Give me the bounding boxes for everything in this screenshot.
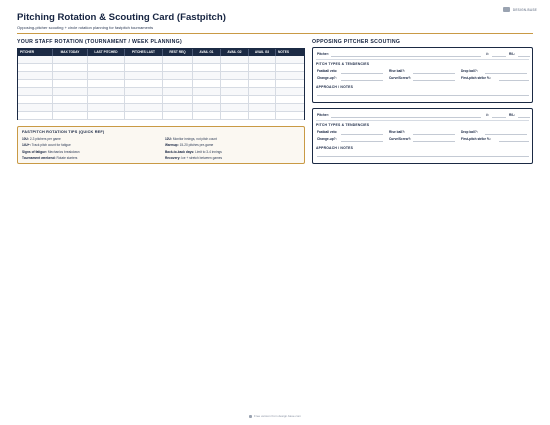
table-cell[interactable] [53, 88, 88, 95]
tip-text: Track pitch count for fatigue [31, 143, 71, 148]
table-cell[interactable] [221, 88, 249, 95]
tip-label: Recovery: [165, 155, 181, 160]
table-cell[interactable] [163, 64, 193, 71]
field-input[interactable] [341, 73, 383, 74]
col-rest-req: REST REQ [163, 49, 193, 56]
tip-item [165, 143, 213, 147]
col-pitcher: PITCHER [18, 49, 53, 56]
col-avail-g1: AVAIL G1 [193, 49, 221, 56]
field-label: Drop ball?: [461, 69, 478, 73]
tip-label: 14U+: [22, 143, 31, 148]
tip-label: Warmup: [165, 143, 179, 148]
table-cell[interactable] [163, 88, 193, 95]
pitcher-name-field[interactable] [331, 117, 481, 118]
pitcher-label: Pitcher: [317, 52, 329, 56]
table-cell[interactable] [221, 112, 249, 119]
pitcher-name-field[interactable] [331, 56, 481, 57]
table-cell[interactable] [193, 56, 221, 63]
table-cell[interactable] [193, 80, 221, 87]
approach-notes-heading: APPROACH / NOTES [316, 146, 354, 150]
tips-title: FASTPITCH ROTATION TIPS (QUICK REF) [22, 130, 105, 134]
pitch-types-heading: PITCH TYPES & TENDENCIES [316, 123, 370, 127]
tip-label: 10U: [22, 137, 29, 141]
staff-rotation-table [17, 48, 305, 120]
table-cell[interactable] [163, 112, 193, 119]
brand-logo [503, 7, 537, 12]
tip-text: 15-20 pitches pre-game [179, 143, 214, 148]
header-divider [17, 33, 533, 34]
table-cell[interactable] [88, 96, 125, 103]
number-label: #: [486, 113, 489, 117]
table-cell[interactable] [221, 72, 249, 79]
table-cell[interactable] [276, 88, 304, 95]
staff-section-heading: YOUR STAFF ROTATION (TOURNAMENT / WEEK PLANNING) [17, 39, 183, 45]
table-cell[interactable] [53, 72, 88, 79]
table-cell[interactable] [276, 80, 304, 87]
field-input[interactable] [499, 80, 529, 81]
table-cell[interactable] [88, 56, 125, 63]
tip-text: Limit to 3-4 innings [195, 149, 222, 154]
tip-text: Rotate starters [56, 155, 78, 160]
table-cell[interactable] [163, 80, 193, 87]
table-cell[interactable] [249, 88, 276, 95]
table-cell[interactable] [88, 88, 125, 95]
table-cell[interactable] [249, 80, 276, 87]
table-header-row [18, 49, 304, 56]
field-label: Rise ball?: [389, 69, 406, 73]
number-field[interactable] [492, 117, 506, 118]
page-title: Pitching Rotation & Scouting Card (Fastpitch) [17, 12, 226, 23]
table-cell[interactable] [221, 104, 249, 111]
tip-item [22, 150, 80, 154]
field-label: Curve/Screw?: [389, 137, 412, 141]
col-max-today: MAX TODAY [53, 49, 88, 56]
tip-text: 2-3 pitchers per game [29, 137, 61, 141]
number-field[interactable] [492, 56, 506, 57]
table-row [18, 96, 304, 104]
table-row [18, 64, 304, 72]
table-row [18, 104, 304, 112]
table-cell[interactable] [53, 56, 88, 63]
opponent-section-heading: OPPOSING PITCHER SCOUTING [312, 39, 401, 45]
table-cell[interactable] [193, 104, 221, 111]
table-cell[interactable] [193, 112, 221, 119]
hand-label: R/L: [509, 113, 516, 117]
table-cell[interactable] [249, 64, 276, 71]
field-label: Change-up?: [317, 137, 337, 141]
table-cell[interactable] [163, 104, 193, 111]
col-notes: NOTES [278, 50, 289, 54]
table-cell[interactable] [125, 96, 163, 103]
table-cell[interactable] [163, 96, 193, 103]
table-cell[interactable] [18, 72, 53, 79]
field-input[interactable] [485, 134, 527, 135]
brand-icon [503, 7, 510, 12]
field-label: Curve/Screw?: [389, 76, 412, 80]
tip-label: Signs of fatigue: [22, 149, 47, 154]
table-cell[interactable] [125, 104, 163, 111]
field-label: First-pitch strike %: [461, 137, 491, 141]
table-cell[interactable] [125, 88, 163, 95]
field-label: Change-up?: [317, 76, 337, 80]
table-cell[interactable] [276, 56, 304, 63]
table-cell[interactable] [276, 96, 304, 103]
table-cell[interactable] [18, 96, 53, 103]
table-cell[interactable] [249, 104, 276, 111]
table-cell[interactable] [18, 80, 53, 87]
table-cell[interactable] [53, 80, 88, 87]
tip-item [22, 137, 61, 141]
table-cell[interactable] [276, 104, 304, 111]
scouting-card [312, 47, 533, 103]
footer-logo-icon [249, 415, 252, 418]
table-cell[interactable] [163, 56, 193, 63]
card-divider [316, 120, 529, 121]
tip-item [165, 137, 217, 141]
tip-label: Tournament weekend: [22, 155, 56, 160]
table-cell[interactable] [88, 64, 125, 71]
table-cell[interactable] [276, 112, 304, 119]
field-label: Drop ball?: [461, 130, 478, 134]
field-input[interactable] [499, 141, 529, 142]
hand-field[interactable] [518, 117, 530, 118]
field-input[interactable] [341, 134, 383, 135]
field-label: First-pitch strike %: [461, 76, 491, 80]
hand-label: R/L: [509, 52, 516, 56]
pitch-types-heading: PITCH TYPES & TENDENCIES [316, 62, 370, 66]
field-input[interactable] [341, 80, 383, 81]
scouting-card [312, 108, 533, 164]
table-cell[interactable] [249, 96, 276, 103]
table-cell[interactable] [88, 72, 125, 79]
field-input[interactable] [413, 73, 455, 74]
table-cell[interactable] [193, 96, 221, 103]
table-cell[interactable] [88, 112, 125, 119]
table-cell[interactable] [53, 96, 88, 103]
table-row [18, 88, 304, 96]
hand-field[interactable] [518, 56, 530, 57]
field-input[interactable] [485, 73, 527, 74]
table-cell[interactable] [18, 56, 53, 63]
table-cell[interactable] [249, 72, 276, 79]
card-divider [316, 59, 529, 60]
number-label: #: [486, 52, 489, 56]
table-cell[interactable] [276, 64, 304, 71]
table-cell[interactable] [193, 72, 221, 79]
table-cell[interactable] [221, 64, 249, 71]
table-cell[interactable] [221, 56, 249, 63]
tip-label: 12U: [165, 137, 172, 141]
table-cell[interactable] [53, 104, 88, 111]
table-cell[interactable] [163, 72, 193, 79]
table-cell[interactable] [193, 64, 221, 71]
footer-text: Free version from design.base.com [253, 414, 302, 418]
table-cell[interactable] [249, 112, 276, 119]
tip-item [165, 156, 222, 160]
table-row [18, 80, 304, 88]
table-cell[interactable] [249, 56, 276, 63]
table-cell[interactable] [88, 80, 125, 87]
table-cell[interactable] [193, 88, 221, 95]
rotation-tips-box [17, 126, 305, 164]
table-cell[interactable] [18, 88, 53, 95]
footer [0, 414, 550, 418]
pitcher-label: Pitcher: [317, 113, 329, 117]
field-input[interactable] [413, 141, 455, 142]
field-input[interactable] [341, 141, 383, 142]
table-cell[interactable] [221, 80, 249, 87]
notes-field[interactable] [317, 95, 529, 96]
table-row [18, 72, 304, 80]
table-cell[interactable] [18, 104, 53, 111]
table-cell[interactable] [125, 72, 163, 79]
table-cell[interactable] [276, 72, 304, 79]
tip-item [165, 150, 222, 154]
col-last-pitched: LAST PITCHED [88, 49, 125, 56]
table-body [18, 56, 304, 120]
page-subtitle: Opposing-pitcher scouting + circle rotation planning for fastpitch tournaments [17, 25, 154, 30]
table-row [18, 56, 304, 64]
col-pitches-last: PITCHES LAST [125, 49, 163, 56]
table-row [18, 112, 304, 120]
col-avail-g3: AVAIL G3 [249, 49, 276, 56]
field-label: Rise ball?: [389, 130, 406, 134]
table-cell[interactable] [18, 112, 53, 119]
field-label: Fastball velo: [317, 69, 338, 73]
tip-label: Back-to-back days: [165, 149, 195, 154]
col-avail-g2: AVAIL G2 [221, 49, 249, 56]
table-cell[interactable] [53, 64, 88, 71]
tip-text: Monitor innings, not pitch count [172, 137, 217, 141]
table-cell[interactable] [125, 112, 163, 119]
table-cell[interactable] [125, 56, 163, 63]
tip-text: Ice + stretch between games [181, 155, 223, 160]
field-input[interactable] [413, 134, 455, 135]
table-cell[interactable] [88, 104, 125, 111]
approach-notes-heading: APPROACH / NOTES [316, 85, 354, 89]
field-label: Fastball velo: [317, 130, 338, 134]
notes-field[interactable] [317, 156, 529, 157]
table-cell[interactable] [53, 112, 88, 119]
table-cell[interactable] [221, 96, 249, 103]
tip-item [22, 143, 71, 147]
tip-text: Mechanics breakdown [47, 149, 80, 154]
table-cell[interactable] [125, 80, 163, 87]
field-input[interactable] [413, 80, 455, 81]
brand-name: DESIGN.BASE [512, 7, 537, 12]
table-cell[interactable] [125, 64, 163, 71]
table-cell[interactable] [18, 64, 53, 71]
tip-item [22, 156, 77, 160]
